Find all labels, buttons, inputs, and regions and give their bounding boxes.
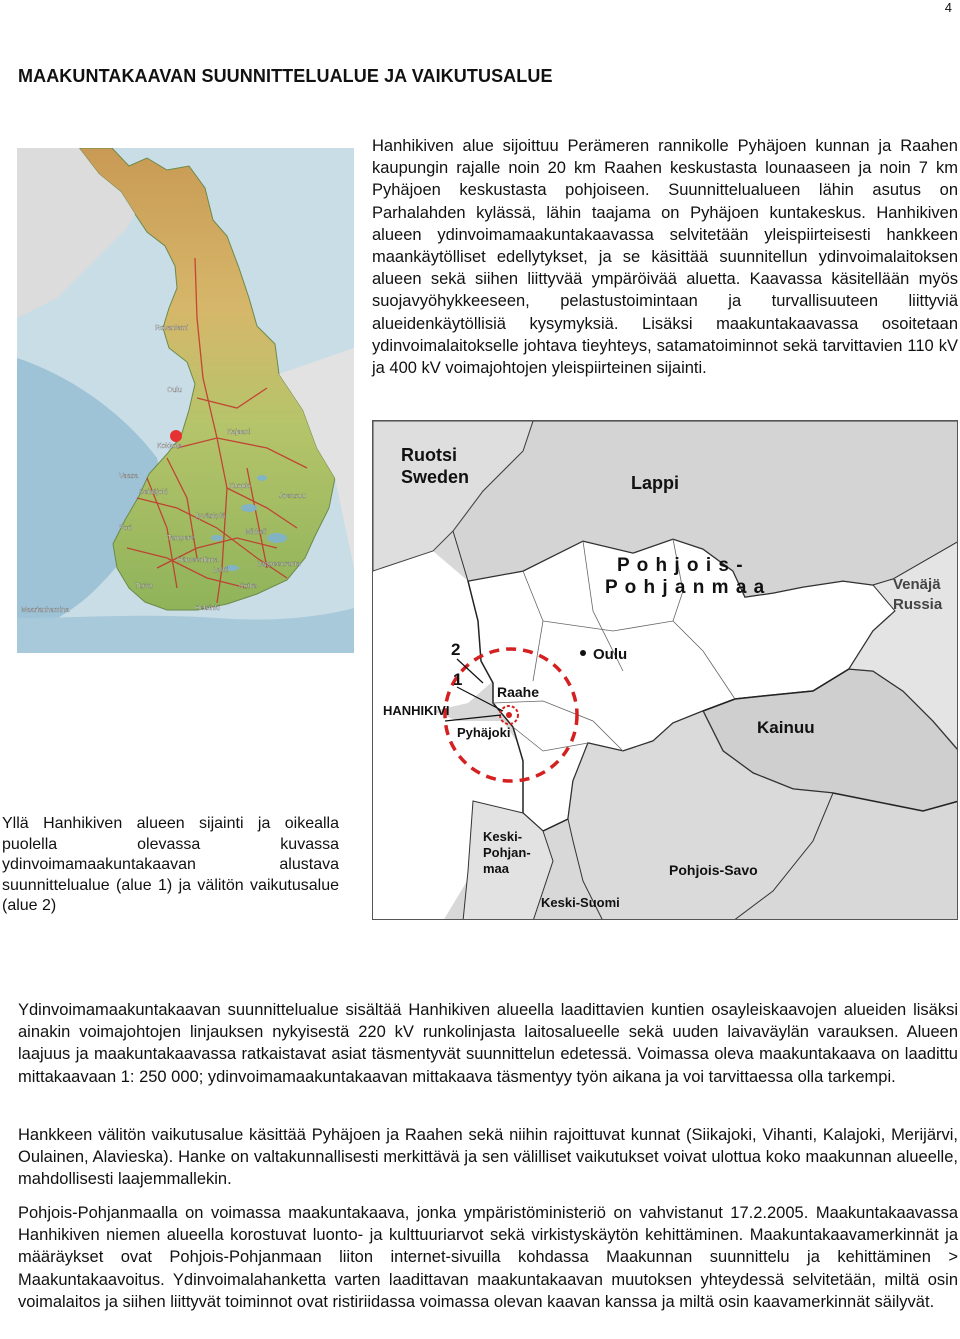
label-area-2: 2 (451, 640, 461, 659)
city-label: Joensuu (279, 493, 306, 500)
city-label: Helsinki (195, 605, 220, 612)
city-label: Kuopio (229, 483, 251, 490)
label-venaja: Venäjä (893, 576, 941, 593)
city-label: Pori (119, 525, 132, 532)
hanhikivi-marker (170, 430, 182, 442)
city-label: Turku (135, 583, 153, 590)
label-pohjois-savo: Pohjois-Savo (669, 862, 758, 878)
label-hanhikivi: HANHIKIVI (383, 703, 450, 718)
city-label: Rovaniemi (155, 325, 189, 332)
label-pyhajoki: Pyhäjoki (457, 725, 511, 740)
region-map-graphic (373, 421, 958, 920)
city-label: Vaasa (119, 473, 139, 480)
map-caption: Yllä Hanhikiven alueen sijainti ja oikealla puolella olevassa kuvassa ydinvoimamaakuntakaavan alustava suunnittelualue (alue 1) ja välitön vaikutusalue (alue 2) (2, 815, 339, 915)
label-pohjanmaa: P o h j a n m a a (605, 577, 766, 598)
city-label: Kajaani (227, 429, 251, 436)
label-kainuu: Kainuu (757, 718, 815, 737)
finland-map (17, 148, 354, 653)
label-pohjois: P o h j o i s - (617, 555, 744, 576)
city-label: Kotka (239, 583, 257, 590)
intro-paragraph: Hanhikiven alue sijoittuu Perämeren rannikolle Pyhäjoen kunnan ja Raahen kaupungin rajalle noin 20 km Raahen keskustasta lounaaseen ja noin 7 km Pyhäjoen keskustasta pohjoiseen. Suunnittelualueen lähin asutus on Parhalahden kylässä, lähin taajama on Pyhäjoen kuntakeskus. Hanhikiven alueen ydinvoimamaakuntakaavassa selvitetään yleispiirteisesti hankkeen maankäytölliset edellytykset, ja se käsittää suunnitellun ydinvoimalaitoksen alueen sekä siihen liittyvää ympäröivää aluetta. Kaavassa käsitellään myös suojavyöhykkeeseen, pelastustoimintaan ja turvallisuuteen liittyviä alueidenkäytöllisiä kysymyksiä. Lisäksi maakuntakaavassa osoitetaan ydinvoimalaitokselle johtava tieyhteys, satamatoiminnot sekä tarvittavien 110 kV ja 400 kV voimajohtojen yleispiirteinen sijainti. (372, 137, 958, 378)
city-label: Mikkeli (245, 529, 267, 536)
city-label: Lahti (213, 567, 229, 574)
city-label: Oulu (167, 387, 182, 394)
city-label: Maarianhamina (21, 607, 70, 614)
region-map (372, 420, 958, 920)
city-label: Jyväskylä (195, 513, 226, 520)
label-lappi: Lappi (631, 473, 679, 493)
label-keski-pohjanmaa-1: Keski- (483, 829, 523, 844)
city-label: Tampere (167, 535, 195, 542)
page-number: 4 (944, 0, 952, 15)
label-area-1: 1 (453, 670, 463, 689)
label-keski-pohjanmaa-3: maa (483, 861, 510, 876)
city-label: Seinäjoki (139, 489, 168, 496)
body-paragraph-1: Ydinvoimamaakuntakaavan suunnittelualue sisältää Hanhikiven alueella laadittavien kuntien osayleiskaavojen alueiden lisäksi ainakin voimajohtojen linjauksen nykyisestä 220 kV runkolinjasta laitosalueelle sekä uuden laivaväylän varauksen. Alueen laajuus ja maakuntakaavassa ratkaistavat asiat täsmentyvät suunnittelun edetessä. Voimassa oleva maakuntakaava on laadittu mittakaavaan 1: 250 000; ydinvoimamaakuntakaavan mittakaava täsmentyy työn aikana ja voi tarvittaessa olla tarkempi. (18, 1001, 958, 1086)
page-title: MAAKUNTAKAAVAN SUUNNITTELUALUE JA VAIKUTUSALUE (18, 66, 553, 86)
label-keski-pohjanmaa-2: Pohjan- (483, 845, 531, 860)
city-label: Lappeenranta (257, 561, 301, 568)
label-russia: Russia (893, 596, 943, 613)
city-label: Kokkola (157, 443, 182, 450)
body-paragraph-3: Pohjois-Pohjanmaalla on voimassa maakuntakaava, jonka ympäristöministeriö on vahvistanut 17.2.2005. Maakuntakaavassa Hanhikiven niemen alueella korostuvat luonto- ja kulttuuriarvot sekä virkistyskäytön kehittäminen. Maakuntakaavamerkinnät ja määräykset ovat Pohjois-Pohjanmaan liiton internet-sivuilla kohdassa Maakunnan suunnittelu ja kehittäminen > Maakuntakaavoitus. Ydinvoimalahanketta varten laadittavan maakuntakaavan muutoksen yhteydessä selvitetään, miltä osin voimalaitos ja siihen liittyvät toiminnot ovat ristiriidassa voimassa olevan kaavan kanssa ja miltä osin kaavamerkinnät säilyvät. (18, 1204, 958, 1311)
label-raahe: Raahe (497, 684, 540, 700)
label-oulu: Oulu (593, 646, 628, 663)
label-sweden: Sweden (401, 467, 470, 487)
city-label: Hämeenlinna (177, 557, 219, 564)
label-keski-suomi: Keski-Suomi (541, 895, 620, 910)
label-ruotsi: Ruotsi (401, 445, 457, 465)
finland-map-graphic (17, 148, 354, 653)
body-paragraph-2: Hankkeen välitön vaikutusalue käsittää Pyhäjoen ja Raahen sekä niihin rajoittuvat kunnat (Siikajoki, Vihanti, Kalajoki, Merijärvi, Oulainen, Alavieska). Hanke on valtakunnallisesti merkittävä ja sen välilliset vaikutukset voivat ulottua koko maakunnan alueelle, mahdollisesti laajemmallekin. (18, 1126, 958, 1189)
